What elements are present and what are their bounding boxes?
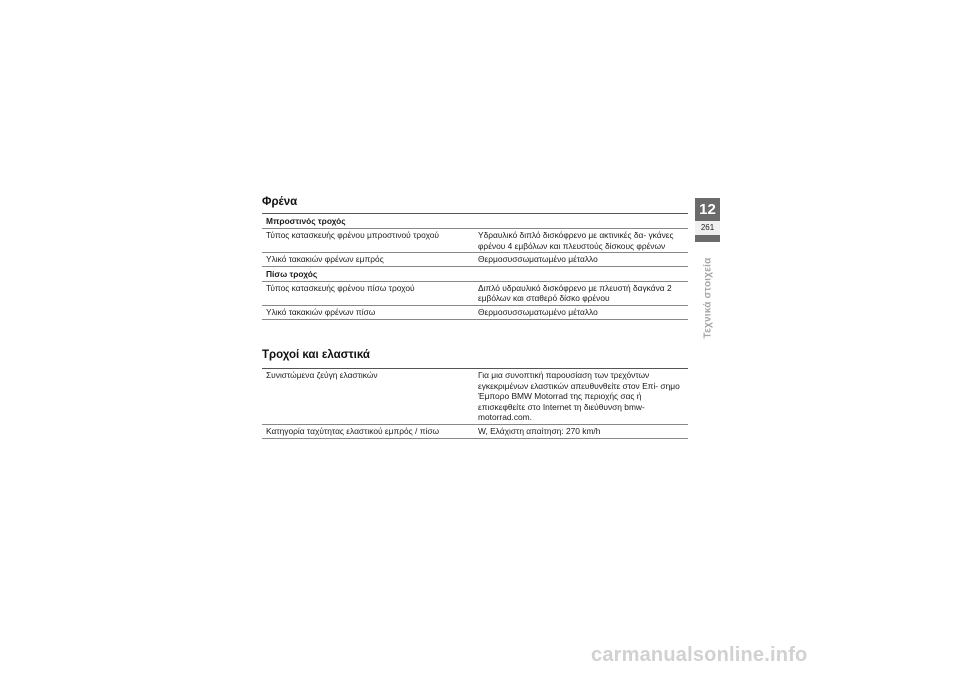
chapter-number: 12 bbox=[699, 201, 716, 218]
table-row bbox=[262, 229, 688, 253]
page-number: 261 bbox=[695, 221, 720, 235]
table-row bbox=[262, 282, 688, 306]
table-row bbox=[262, 425, 688, 439]
table-row bbox=[262, 306, 688, 320]
chapter-label-text: Τεχνικά στοιχεία bbox=[702, 257, 714, 339]
spec-value: Υδραυλικό διπλό δισκόφρενο με ακτινικές δα- γκάνες φρένου 4 εμβόλων και πλευστούς δίσκους φρένων bbox=[478, 230, 674, 251]
brakes-table bbox=[262, 213, 688, 320]
spec-label: Συνιστώμενα ζεύγη ελαστικών bbox=[266, 370, 378, 380]
spec-label: Τύπος κατασκευής φρένου μπροστινού τροχού bbox=[266, 230, 440, 240]
spec-value: Διπλό υδραυλικό δισκόφρενο με πλευστή δαγκάνα 2 εμβόλων και σταθερό δίσκο φρένου bbox=[478, 282, 672, 304]
table-row bbox=[262, 253, 688, 267]
rear-wheel-heading: Πίσω τροχός bbox=[262, 267, 688, 282]
wheels-table bbox=[262, 368, 688, 439]
chapter-side-label bbox=[703, 248, 713, 348]
watermark-text: carmanualsonline.info bbox=[591, 644, 808, 666]
spec-label: Υλικό τακακιών φρένων πίσω bbox=[266, 306, 376, 317]
spec-label: Κατηγορία ταχύτητας ελαστικού εμπρός / πίσω bbox=[266, 425, 440, 436]
spec-value: Θερμοσυσσωματωμένο μέταλλο bbox=[478, 306, 598, 317]
wheels-title: Τροχοί και ελαστικά bbox=[262, 349, 370, 361]
spec-value: Θερμοσυσσωματωμένο μέταλλο bbox=[478, 254, 598, 265]
spec-label: Τύπος κατασκευής φρένου πίσω τροχού bbox=[266, 282, 415, 293]
spec-label: Υλικό τακακιών φρένων εμπρός bbox=[266, 254, 384, 265]
spec-value: W, Ελάχιστη απαίτηση: 270 km/h bbox=[478, 425, 601, 436]
spec-value: Για μια συνοπτική παρουσίαση των τρεχόντων εγκεκριμένων ελαστικών απευθυνθείτε στον Επί- σημο Έμπορο BMW Motorrad της περιοχής σας ή επισκεφθείτε στο Internet τη διεύθυνση bmw- motorrad.com. bbox=[478, 370, 680, 423]
chapter-tab bbox=[695, 198, 720, 242]
table-row bbox=[262, 369, 688, 425]
front-wheel-heading: Μπροστινός τροχός bbox=[262, 214, 688, 229]
brakes-title: Φρένα bbox=[262, 196, 298, 208]
